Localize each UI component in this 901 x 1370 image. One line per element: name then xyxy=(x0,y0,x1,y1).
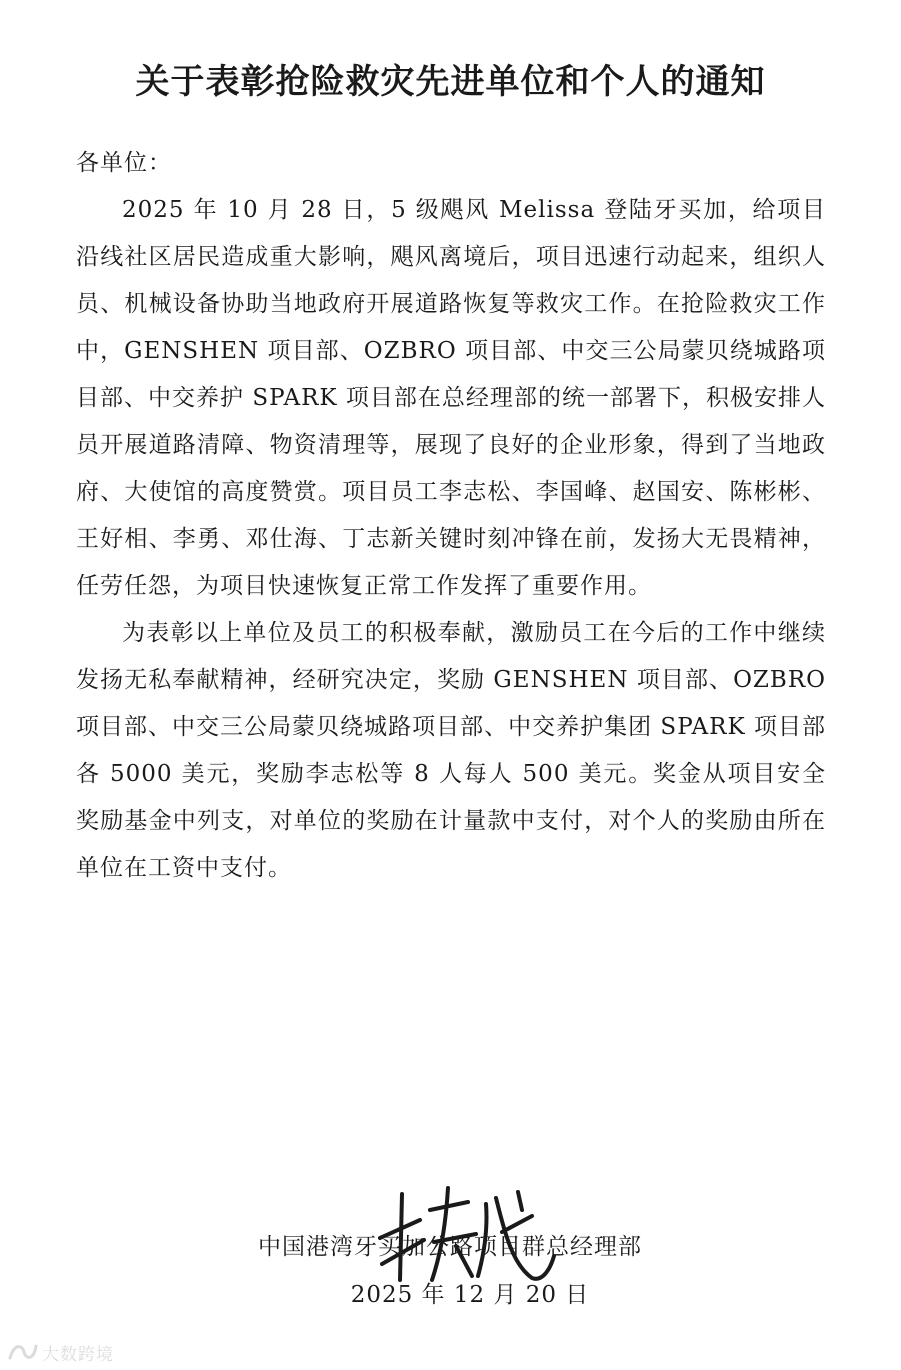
handwritten-signature xyxy=(372,1180,562,1290)
brand-logo-icon xyxy=(8,1340,38,1364)
body-paragraph-2: 为表彰以上单位及员工的积极奉献，激励员工在今后的工作中继续发扬无私奉献精神，经研究决定，奖励 GENSHEN 项目部、OZBRO 项目部、中交三公局蒙贝绕城路项目部、中交养护集团 SPARK 项目部各 5000 美元，奖励李志松等 8 人每人 500 美元。奖金从项目安全奖励基金中列支，对单位的奖励在计量款中支付，对个人的奖励由所在单位在工资中支付。 xyxy=(76,620,826,881)
body-paragraph-1: 2025 年 10 月 28 日，5 级飓风 Melissa 登陆牙买加，给项目沿线社区居民造成重大影响，飓风离境后，项目迅速行动起来，组织人员、机械设备协助当地政府开展道路恢复等救灾工作。在抢险救灾工作中，GENSHEN 项目部、OZBRO 项目部、中交三公局蒙贝绕城路项目部、中交养护 SPARK 项目部在总经理部的统一部署下，积极安排人员开展道路清障、物资清理等，展现了良好的企业形象，得到了当地政府、大使馆的高度赞赏。项目员工李志松、李国峰、赵国安、陈彬彬、王好相、李勇、邓仕海、丁志新关键时刻冲锋在前，发扬大无畏精神，任劳任怨，为项目快速恢复正常工作发挥了重要作用。 xyxy=(76,197,826,599)
issuer-name: 中国港湾牙买加公路项目群总经理部 xyxy=(258,1234,642,1260)
document-title: 关于表彰抢险救灾先进单位和个人的通知 xyxy=(135,62,766,102)
watermark-text: 大数跨境 xyxy=(42,1344,114,1365)
issue-date: 2025 年 12 月 20 日 xyxy=(350,1282,590,1308)
watermark xyxy=(8,1338,114,1366)
salutation: 各单位： xyxy=(76,150,172,176)
document-body xyxy=(76,140,826,892)
